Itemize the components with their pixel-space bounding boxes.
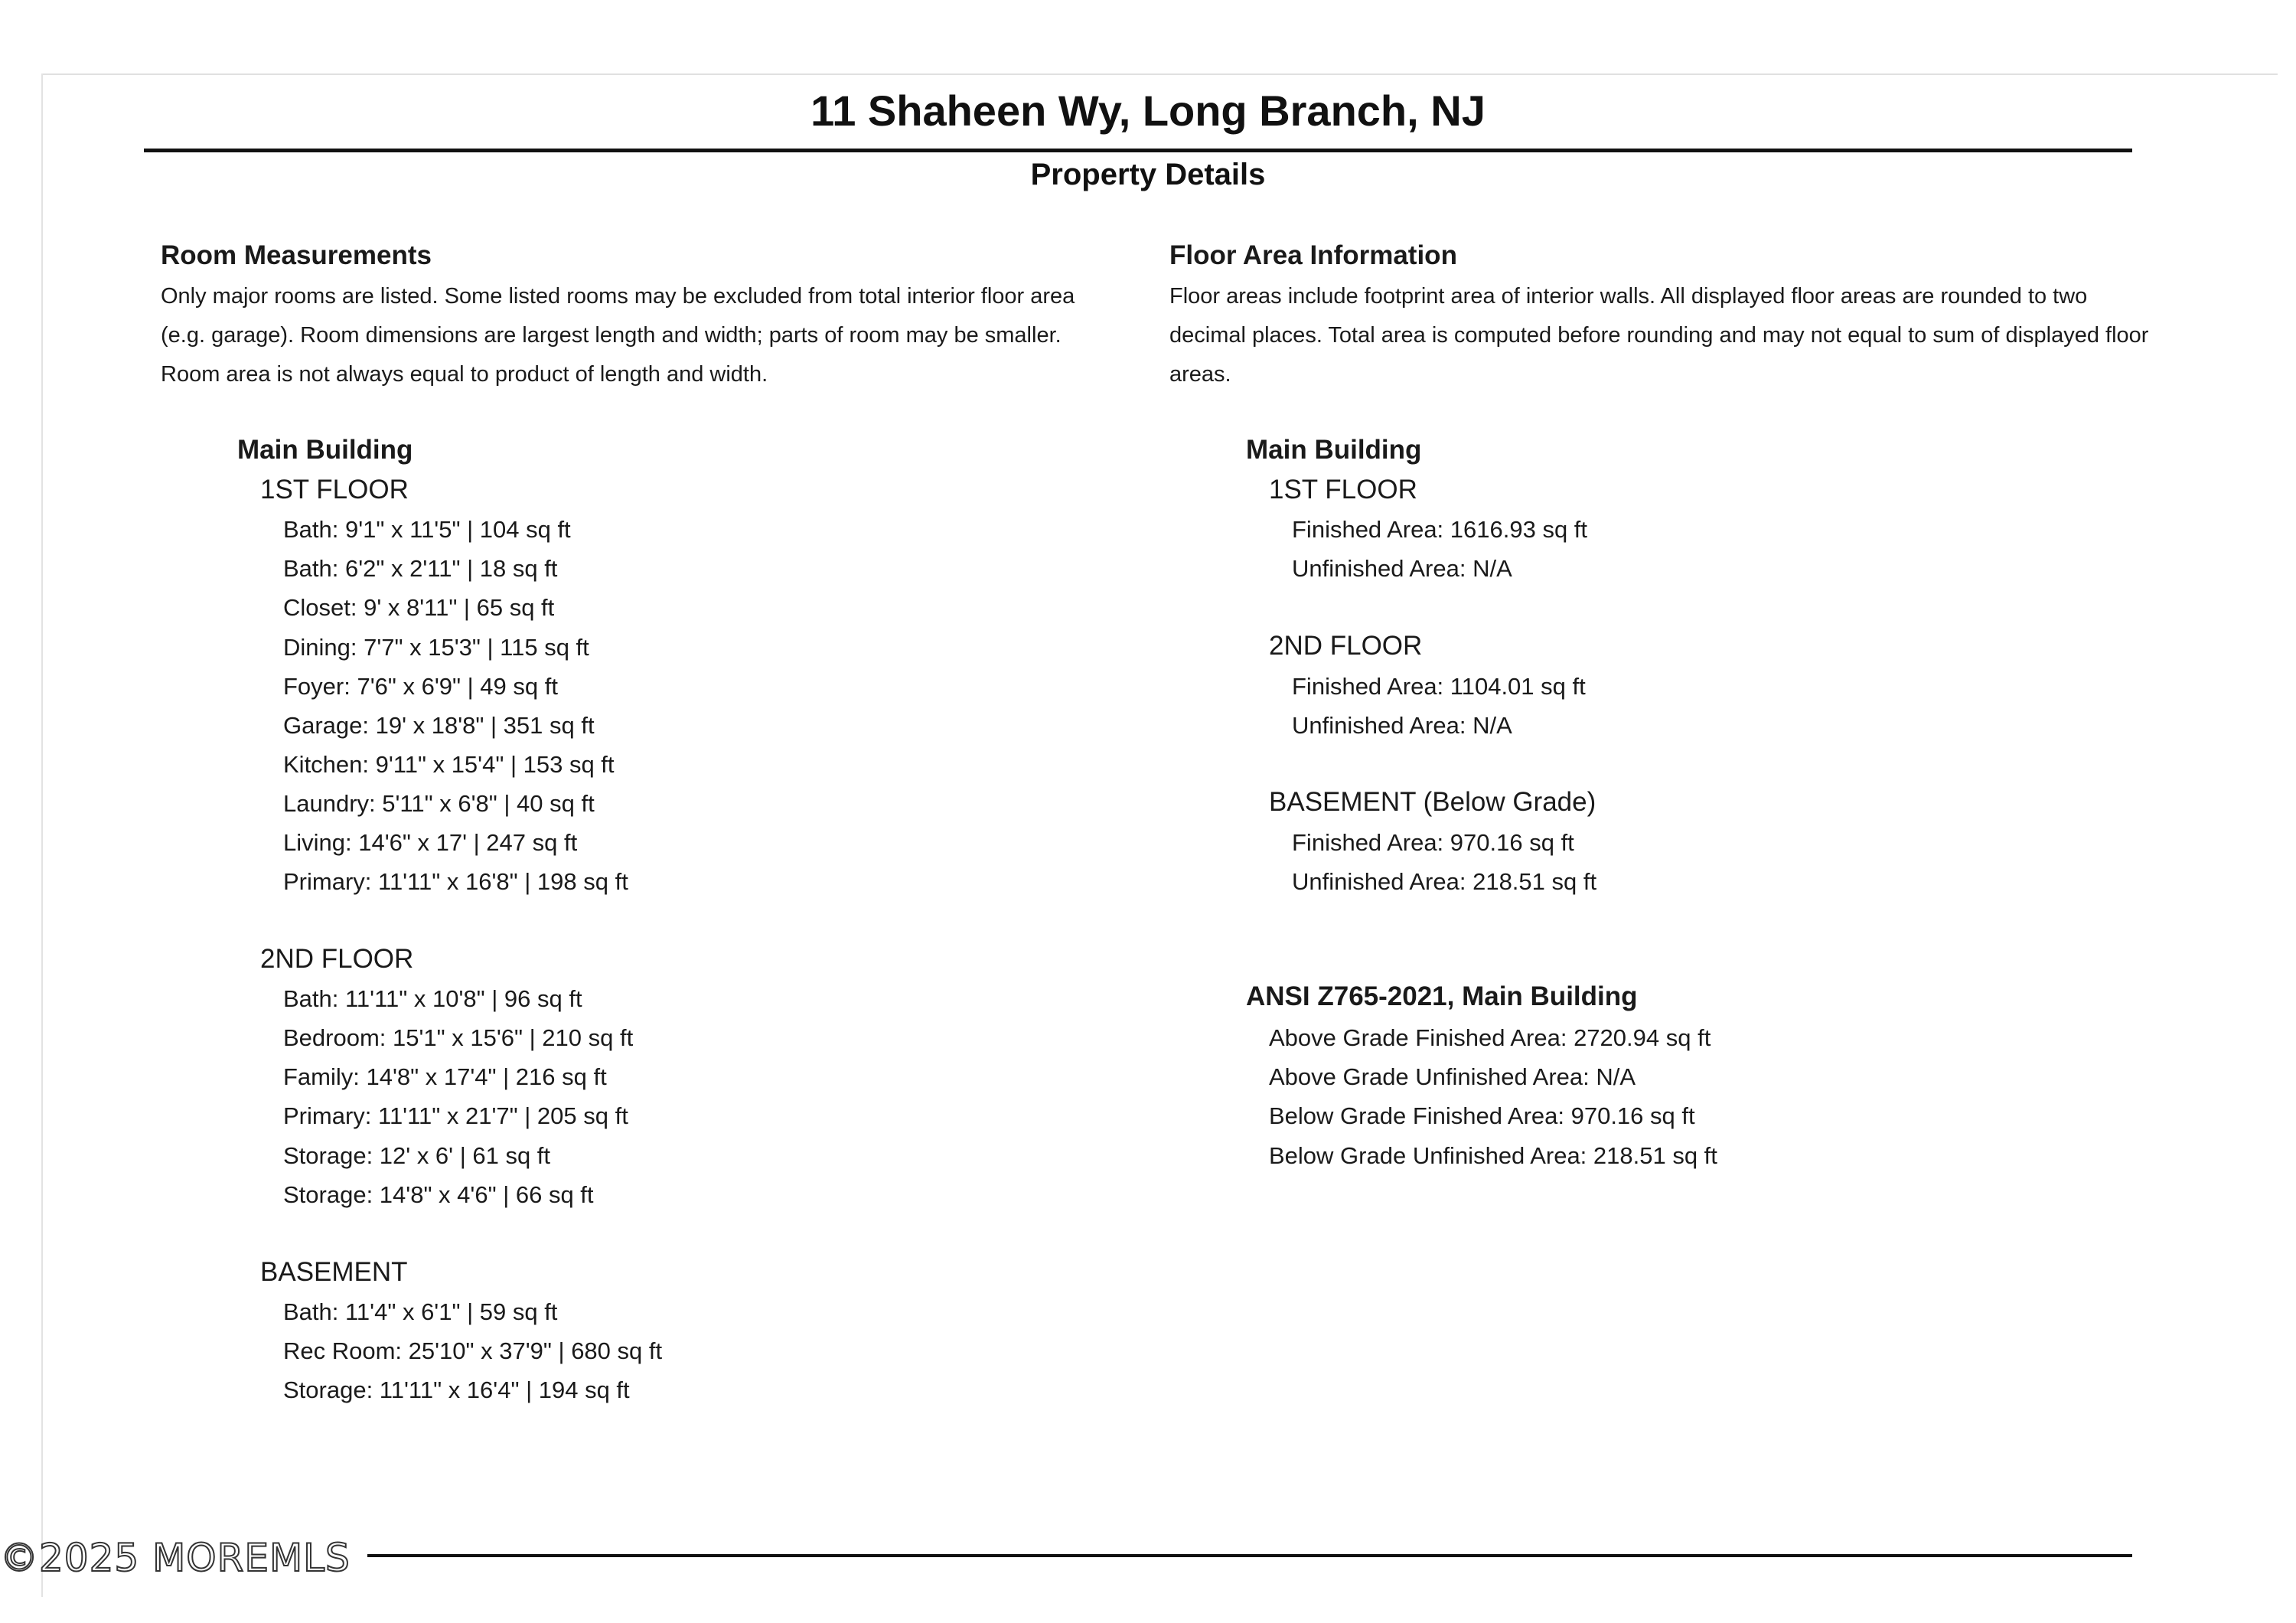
- ansi-row: Below Grade Finished Area: 970.16 sq ft: [1269, 1102, 1695, 1129]
- room-row: Bath: 6'2" x 2'11" | 18 sq ft: [283, 555, 558, 582]
- room-row: Closet: 9' x 8'11" | 65 sq ft: [283, 594, 555, 621]
- room-row: Storage: 14'8" x 4'6" | 66 sq ft: [283, 1181, 594, 1208]
- room-row: Living: 14'6" x 17' | 247 sq ft: [283, 829, 578, 856]
- room-row: Rec Room: 25'10" x 37'9" | 680 sq ft: [283, 1337, 663, 1364]
- room-row: Bedroom: 15'1" x 15'6" | 210 sq ft: [283, 1024, 634, 1051]
- room-row: Storage: 12' x 6' | 61 sq ft: [283, 1142, 551, 1169]
- footer-divider: [367, 1554, 2132, 1557]
- room-row: Primary: 11'11" x 21'7" | 205 sq ft: [283, 1102, 628, 1129]
- floor-area-section: [1169, 237, 2149, 394]
- area-floor-heading: 1ST FLOOR: [1269, 475, 1417, 505]
- ansi-row: Below Grade Unfinished Area: 218.51 sq ft: [1269, 1142, 1717, 1169]
- ansi-heading: ANSI Z765-2021, Main Building: [1246, 981, 1638, 1011]
- copyright-watermark: ©2025 MOREMLS: [0, 1536, 351, 1580]
- room-row: Garage: 19' x 18'8" | 351 sq ft: [283, 712, 595, 739]
- page-title: 11 Shaheen Wy, Long Branch, NJ: [810, 87, 1486, 135]
- room-row: Primary: 11'11" x 16'8" | 198 sq ft: [283, 868, 628, 895]
- room-measurements-heading: Room Measurements: [161, 240, 432, 270]
- room-measurements-description: Only major rooms are listed. Some listed rooms may be excluded from total interior floor area (e.g. garage). Room dimensions are largest length and width; parts of room may be smaller. Room area is not always equal to product of length and width.: [161, 284, 1075, 387]
- page-frame-top: [41, 73, 2278, 75]
- room-row: Family: 14'8" x 17'4" | 216 sq ft: [283, 1063, 607, 1090]
- room-row: Bath: 11'4" x 6'1" | 59 sq ft: [283, 1298, 558, 1325]
- area-row: Finished Area: 970.16 sq ft: [1292, 829, 1574, 856]
- ansi-row: Above Grade Unfinished Area: N/A: [1269, 1063, 1636, 1090]
- area-row: Unfinished Area: 218.51 sq ft: [1292, 868, 1597, 895]
- room-measurements-section: [161, 237, 1125, 394]
- room-row: Bath: 9'1" x 11'5" | 104 sq ft: [283, 516, 571, 543]
- ansi-row: Above Grade Finished Area: 2720.94 sq ft: [1269, 1024, 1711, 1051]
- area-floor-heading: 2ND FLOOR: [1269, 631, 1423, 661]
- area-row: Finished Area: 1616.93 sq ft: [1292, 516, 1588, 543]
- room-row: Storage: 11'11" x 16'4" | 194 sq ft: [283, 1376, 630, 1403]
- area-row: Unfinished Area: N/A: [1292, 712, 1512, 739]
- room-floor-heading: 2ND FLOOR: [260, 944, 414, 974]
- room-floor-heading: BASEMENT: [260, 1257, 408, 1287]
- title-divider: [144, 149, 2132, 152]
- room-building-heading: Main Building: [237, 435, 413, 465]
- area-row: Unfinished Area: N/A: [1292, 555, 1512, 582]
- room-row: Laundry: 5'11" x 6'8" | 40 sq ft: [283, 790, 595, 817]
- area-building-heading: Main Building: [1246, 435, 1422, 465]
- room-row: Dining: 7'7" x 15'3" | 115 sq ft: [283, 634, 589, 661]
- floor-area-heading: Floor Area Information: [1169, 240, 1457, 270]
- floor-area-description: Floor areas include footprint area of interior walls. All displayed floor areas are rounded to two decimal places. Total area is computed before rounding and may not equal to sum of displayed floor areas.: [1169, 284, 2149, 387]
- page-frame-left: [41, 73, 43, 1597]
- area-floor-heading: BASEMENT (Below Grade): [1269, 787, 1596, 817]
- page-subtitle: Property Details: [1030, 158, 1266, 191]
- room-row: Bath: 11'11" x 10'8" | 96 sq ft: [283, 985, 582, 1012]
- area-row: Finished Area: 1104.01 sq ft: [1292, 673, 1586, 700]
- room-floor-heading: 1ST FLOOR: [260, 475, 409, 505]
- room-row: Kitchen: 9'11" x 15'4" | 153 sq ft: [283, 751, 615, 778]
- room-row: Foyer: 7'6" x 6'9" | 49 sq ft: [283, 673, 558, 700]
